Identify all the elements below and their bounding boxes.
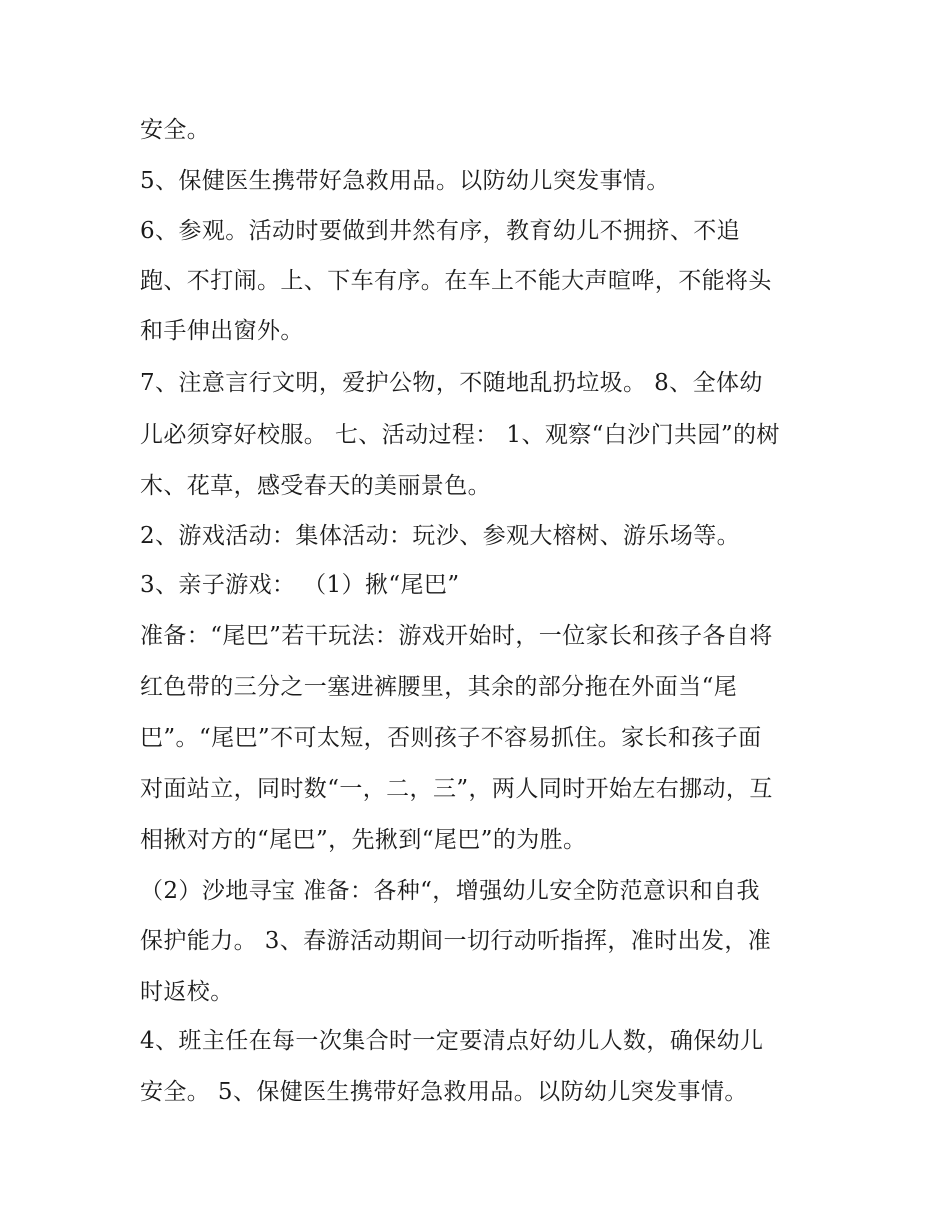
- text-line: 5、保健医生携带好急救用品。以防幼儿突发事情。: [140, 168, 670, 194]
- text-line: 7、注意言行文明，爱护公物，不随地乱扔垃圾。 8、全体幼: [140, 370, 763, 396]
- text-line: 安全。 5、保健医生携带好急救用品。以防幼儿突发事情。: [140, 1079, 748, 1105]
- text-line: 跑、不打闹。上、下车有序。在车上不能大声暄哗，不能将头: [140, 268, 772, 294]
- text-line: 准备：“尾巴”若干玩法：游戏开始时，一位家长和孩子各自将: [140, 623, 773, 649]
- text-line: 2、游戏活动：集体活动：玩沙、参观大榕树、游乐场等。: [140, 523, 741, 549]
- text-line: 4、班主任在每一次集合时一定要清点好幼儿人数，确保幼儿: [140, 1028, 764, 1054]
- text-line: 6、参观。活动时要做到井然有序，教育幼儿不拥挤、不追: [140, 218, 741, 244]
- text-line: 儿必须穿好校服。 七、活动过程： 1、观察“白沙门共园”的树: [140, 422, 780, 448]
- text-line: 和手伸出窗外。: [140, 318, 304, 344]
- text-line: 3、亲子游戏： （1）揪“尾巴”: [140, 572, 460, 598]
- text-line: 对面站立，同时数“一，二，三”，两人同时开始左右挪动，互: [140, 776, 773, 802]
- text-line: 巴”。“尾巴”不可太短，否则孩子不容易抓住。家长和孩子面: [140, 725, 762, 751]
- text-line: 木、花草，感受春天的美丽景色。: [140, 473, 491, 499]
- text-line: 相揪对方的“尾巴”，先揪到“尾巴”的为胜。: [140, 827, 587, 853]
- text-line: 保护能力。 3、春游活动期间一切行动听指挥，准时出发，准: [140, 928, 772, 954]
- text-line: 红色带的三分之一塞进裤腰里，其余的部分拖在外面当“尾: [140, 674, 738, 700]
- text-line: 安全。: [140, 117, 211, 143]
- text-line: 时返校。: [140, 979, 234, 1005]
- text-line: （2）沙地寻宝 准备：各种“，增强幼儿安全防范意识和自我: [140, 878, 760, 904]
